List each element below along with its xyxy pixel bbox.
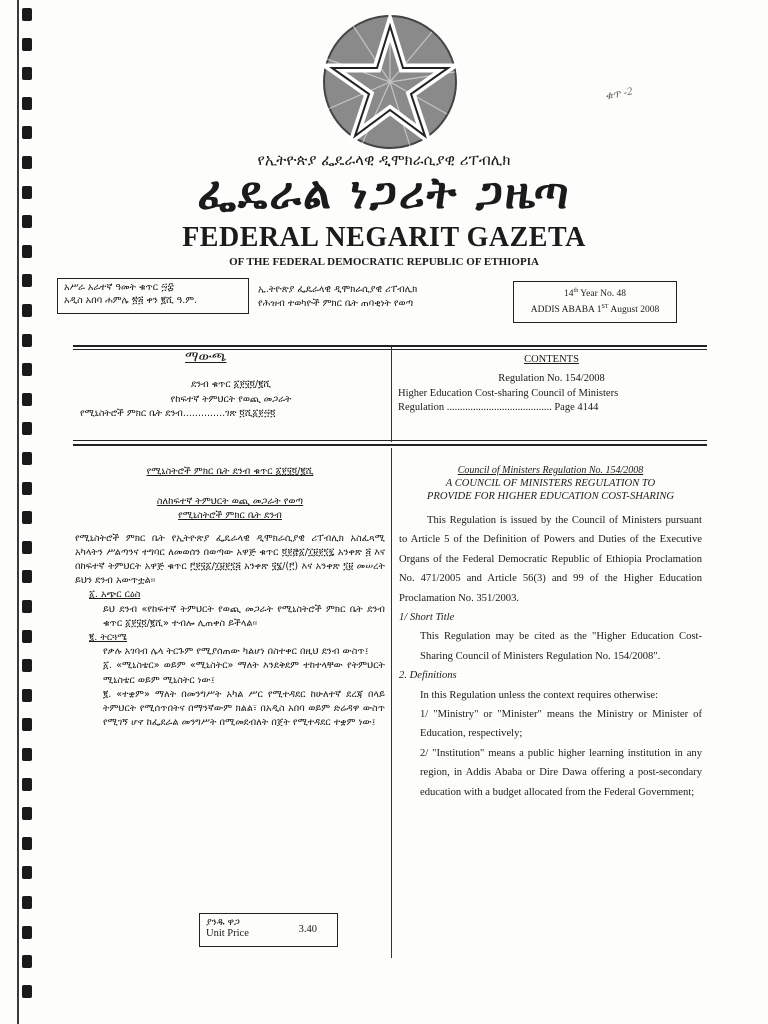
english-issue-date: ADDIS ABABA 1ST August 2008: [530, 304, 660, 316]
toc-column-divider: [391, 347, 392, 442]
binding-hole: [22, 659, 32, 672]
amharic-toc-line1: ደንብ ቁጥር ፩፻፶፬/፪ሺ: [190, 379, 272, 390]
english-s1-text: This Regulation may be cited as the "Higher Education Cost-Sharing Council of Ministers Regulation No. 154/2008".: [420, 631, 702, 662]
regulation-caption: Council of Ministers Regulation No. 154/2008: [457, 465, 644, 476]
rule-top-2: [73, 349, 707, 350]
amharic-heading2: ስለከፍተኛ ትምህርት ወጪ መጋራት የወጣ: [156, 496, 304, 508]
binding-hole: [22, 866, 32, 879]
unit-price-amharic-label: ያንዱ ዋጋ: [206, 917, 240, 928]
binding-hole: [22, 748, 32, 761]
handwritten-note: ቁጥ -2: [603, 85, 634, 103]
binding-hole: [22, 304, 32, 317]
binding-hole: [22, 570, 32, 583]
amharic-s2-item1: ፩. «ሚኒስቴር» ወይም «ሚኒስትር» ማለት እንደቅደም ተከተላቸው የትምህርት ሚኒስቴር ወይም ሚኒስትር ነው፤: [103, 660, 385, 686]
binding-hole: [22, 718, 32, 731]
amharic-s1-text: ይህ ደንብ «የከፍተኛ ትምህርት የወጪ መጋራት የሚኒስትሮች ምክር ቤት ደንብ ቁጥር ፩፻፶፬/፪ሺ» ተብሎ ሊጠቀስ ይችላል፡፡: [103, 603, 385, 629]
english-s1-title: 1/ Short Title: [399, 612, 455, 624]
authority-line2: የሕዝብ ተወካዮች ምክር ቤት ጠባቂነት የወጣ: [258, 298, 414, 309]
amharic-republic-line: የኢትዮጵያ ፌዴራላዊ ዲሞክራሲያዊ ሪፐብሊክ: [257, 151, 511, 169]
english-gazette-subtitle: OF THE FEDERAL DEMOCRATIC REPUBLIC OF ETHIOPIA: [229, 256, 539, 268]
rule-mid-1: [73, 440, 707, 441]
regulation-title-line2: PROVIDE FOR HIGHER EDUCATION COST-SHARING: [426, 491, 675, 502]
binding-hole: [22, 8, 32, 21]
english-issue-box: [513, 281, 677, 323]
english-preamble: This Regulation is issued by the Council of Ministers pursuant to Article 5 of the Definition of Powers and Duties of the Executive Organs of the Federal Democratic Republic of Ethiopia Proclamation No. 471/2005 and Article 56(3) and 99 of the Higher Education Proclamation No. 351/2003.: [399, 515, 702, 604]
unit-price-box: [199, 913, 338, 947]
amharic-issue-box: [57, 278, 249, 320]
amharic-preamble: የሚኒስትሮች ምክር ቤት የኢትዮጵያ ፌዴራላዊ ዲሞክራሲያዊ ሪፐብሊክ አስፈጻሚ አካላትን ሥልጣንና ተግባር ለመወሰን በወጣው አዋጅ ቁጥር ፬፻፸፩/፲፱፻፺፯ አንቀጽ ፭ እና በከፍተኛ ትምህርት አዋጅ ቁጥር ፫፻፶፩/፲፱፻፺፭ አንቀጽ ፶፮/(፫) እና አንቀጽ ፺፱ መሠረት ይህን ደንብ አውጥቷል፡፡: [75, 532, 385, 587]
body-column-divider: [391, 448, 392, 958]
english-toc-line2: Higher Education Cost-sharing Council of Ministers: [398, 387, 619, 399]
binding-hole: [22, 689, 32, 702]
amharic-toc-line2: የከፍተኛ ትምህርት የወጪ መጋራት: [170, 393, 292, 405]
binding-hole: [22, 511, 32, 524]
ethiopian-emblem-icon: [322, 14, 458, 150]
english-s2-intro: In this Regulation unless the context requires otherwise:: [420, 689, 659, 701]
amharic-toc: [80, 378, 382, 422]
amharic-toc-line3: የሚኒስትሮች ምክር ቤት ደንብ..............ገጽ ፬ሺ፩፻፵፬: [80, 408, 276, 419]
english-gazette-title: FEDERAL NEGARIT GAZETA: [182, 222, 586, 253]
amharic-heading3: የሚኒስትሮች ምክር ቤት ደንብ: [178, 510, 282, 522]
binding-hole: [22, 126, 32, 139]
amharic-s2-intro: የቃሉ አገባብ ሌላ ትርጉም የሚያሰጠው ካልሆነ በስተቀር በዚህ ደንብ ውስጥ፤: [103, 646, 369, 658]
binding-hole: [22, 97, 32, 110]
binding-hole: [22, 67, 32, 80]
binding-hole: [22, 452, 32, 465]
amharic-issue-line2: አዲስ አበባ ሐምሌ ፳፭ ቀን ፪ሺ ዓ.ም.: [64, 295, 198, 306]
binding-hole: [22, 985, 32, 998]
binding-hole: [22, 363, 32, 376]
amharic-issue-line1: አሥራ አራተኛ ዓመት ቁጥር ፵፰: [64, 282, 174, 293]
binding-hole: [22, 837, 32, 850]
contents-heading: CONTENTS: [524, 354, 579, 365]
english-s2-title: 2. Definitions: [399, 670, 457, 682]
english-s2-item1: 1/ "Ministry" or "Minister" means the Ministry or Minister of Education, respectively;: [420, 709, 702, 740]
english-toc-line1: Regulation No. 154/2008: [498, 373, 605, 384]
binding-hole: [22, 778, 32, 791]
rule-top-1: [73, 345, 707, 347]
amharic-toc-heading: ማውጫ: [185, 349, 227, 365]
amharic-s1-title: ፩. አጭር ርዕስ: [89, 589, 141, 601]
binding-hole: [22, 896, 32, 909]
binding-hole: [22, 926, 32, 939]
binding-hole: [22, 334, 32, 347]
english-toc-line3: Regulation ........................................ Page 4144: [398, 402, 599, 413]
authority-line1: ኢ.ትዮጵያ ፌዴራላዊ ዲሞክራሲያዊ ሪፐብሊክ: [258, 284, 418, 295]
amharic-s2-title: ፪. ትርጓሜ: [89, 632, 128, 644]
amharic-gazette-title: ፌዴራል ነጋሪት ጋዜጣ: [197, 168, 571, 219]
binding-hole: [22, 541, 32, 554]
unit-price-value: 3.40: [298, 924, 317, 935]
amharic-heading1: የሚኒስትሮች ምክር ቤት ደንብ ቁጥር ፩፻፶፬/፪ሺ: [146, 466, 314, 477]
binding-hole: [22, 630, 32, 643]
binding-hole: [22, 274, 32, 287]
rule-mid-2: [73, 444, 707, 446]
binding-hole: [22, 393, 32, 406]
binding-hole: [22, 955, 32, 968]
binding-hole: [22, 807, 32, 820]
english-toc: [398, 372, 705, 416]
english-issue-year: 14th Year No. 48: [564, 288, 626, 300]
english-body: [399, 464, 702, 802]
binding-hole: [22, 482, 32, 495]
amharic-s2-item2: ፪. «ተቋም» ማለት በመንግሥት አካል ሥር የሚተዳደር ከሁለተኛ ደረጃ በላይ ትምህርት የሚሰጥበትና በማንኛውም ክልል፣ በአዲስ አበባ ወይም ድሬዳዋ ውስጥ የሚገኝ ሆኖ ከፌደራል መንግሥት በሚመደብለት በጀት የሚተዳደር ተቋም ነው፤: [103, 688, 385, 729]
binding-hole: [22, 422, 32, 435]
english-s2-item2: 2/ "Institution" means a public higher learning institution in any region, in Addis Ababa or Dire Dawa offering a post-secondary education with a budget allocated from the Federal Government;: [420, 747, 702, 798]
binding-hole: [22, 38, 32, 51]
unit-price-english-label: Unit Price: [206, 928, 249, 939]
binding-hole: [22, 600, 32, 613]
amharic-body: [75, 465, 385, 730]
regulation-title-line1: A COUNCIL OF MINISTERS REGULATION TO: [445, 478, 656, 489]
authority-box: [258, 283, 498, 311]
